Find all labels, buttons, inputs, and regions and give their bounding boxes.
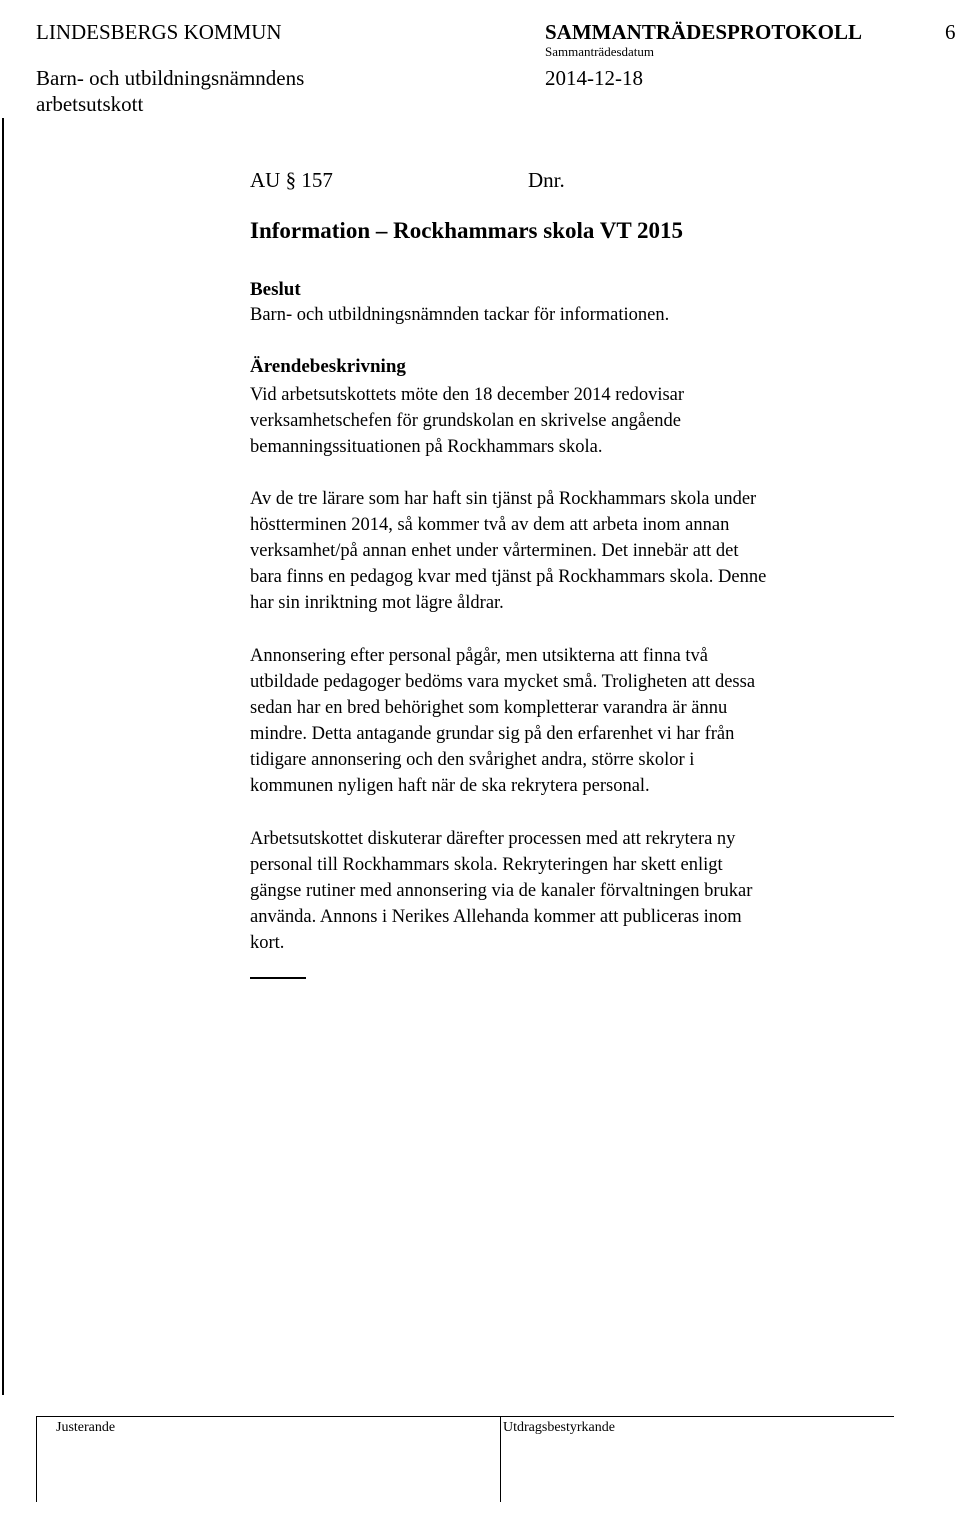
justerande-label: Justerande bbox=[56, 1420, 116, 1435]
paragraph-3 bbox=[250, 643, 910, 799]
date-label: Sammanträdesdatum bbox=[545, 44, 655, 59]
committee-subname: arbetsutskott bbox=[36, 92, 144, 116]
page-number: 6 bbox=[945, 20, 956, 44]
paragraph-line: Av de tre lärare som har haft sin tjänst på Rockhammars skola under bbox=[250, 489, 757, 509]
paragraph-line: personal till Rockhammars skola. Rekryteringen har skett enligt bbox=[250, 855, 723, 875]
paragraph-2 bbox=[250, 486, 910, 616]
paragraph-line: kommunen nyligen haft när de ska rekrytera personal. bbox=[250, 776, 650, 796]
paragraph-line: mindre. Detta antagande grundar sig på den erfarenhet vi har från bbox=[250, 724, 735, 744]
dnr-label: Dnr. bbox=[528, 168, 565, 192]
paragraph-line: verksamhet/på annan enhet under vårterminen. Det innebär att det bbox=[250, 541, 739, 561]
protocol-title: SAMMANTRÄDESPROTOKOLL bbox=[545, 20, 862, 44]
paragraph-line: bemanningssituationen på Rockhammars skola. bbox=[250, 437, 603, 457]
case-number: AU § 157 bbox=[250, 168, 333, 192]
beslut-text: Barn- och utbildningsnämnden tackar för informationen. bbox=[250, 305, 670, 325]
paragraph-line: gängse rutiner med annonsering via de kanaler förvaltningen brukar bbox=[250, 881, 753, 901]
paragraph-line: sedan har en bred behörighet som kompletterar varandra är ännu bbox=[250, 698, 728, 718]
left-margin-rule bbox=[2, 118, 4, 1395]
section-end-rule bbox=[250, 977, 306, 979]
footer-middle-rule bbox=[500, 1416, 501, 1502]
meeting-date: 2014-12-18 bbox=[545, 66, 643, 90]
case-title: Information – Rockhammars skola VT 2015 bbox=[250, 218, 683, 243]
paragraph-line: Annonsering efter personal pågår, men utsikterna att finna två bbox=[250, 646, 709, 666]
paragraph-1 bbox=[250, 382, 910, 460]
beslut-heading: Beslut bbox=[250, 279, 301, 300]
municipality-name: LINDESBERGS KOMMUN bbox=[36, 20, 282, 44]
paragraph-line: Arbetsutskottet diskuterar därefter processen med att rekrytera ny bbox=[250, 829, 736, 849]
paragraph-line: använda. Annons i Nerikes Allehanda kommer att publiceras inom bbox=[250, 907, 742, 927]
paragraph-4 bbox=[250, 826, 910, 956]
paragraph-line: utbildade pedagoger bedöms vara mycket små. Troligheten att dessa bbox=[250, 672, 756, 692]
paragraph-line: har sin inriktning mot lägre åldrar. bbox=[250, 593, 504, 613]
committee-name: Barn- och utbildningsnämndens bbox=[36, 66, 305, 90]
paragraph-line: tidigare annonsering och den svårighet andra, större skolor i bbox=[250, 750, 695, 770]
footer-left-rule bbox=[36, 1416, 37, 1502]
paragraph-line: verksamhetschefen för grundskolan en skrivelse angående bbox=[250, 411, 681, 431]
paragraph-line: kort. bbox=[250, 933, 285, 953]
utdragsbestyrkande-label: Utdragsbestyrkande bbox=[503, 1420, 615, 1435]
paragraph-line: bara finns en pedagog kvar med tjänst på Rockhammars skola. Denne bbox=[250, 567, 767, 587]
paragraph-line: höstterminen 2014, så kommer två av dem att arbeta inom annan bbox=[250, 515, 730, 535]
paragraph-line: Vid arbetsutskottets möte den 18 december 2014 redovisar bbox=[250, 385, 685, 405]
footer-top-rule bbox=[36, 1416, 894, 1417]
arendebeskrivning-heading: Ärendebeskrivning bbox=[250, 356, 406, 377]
